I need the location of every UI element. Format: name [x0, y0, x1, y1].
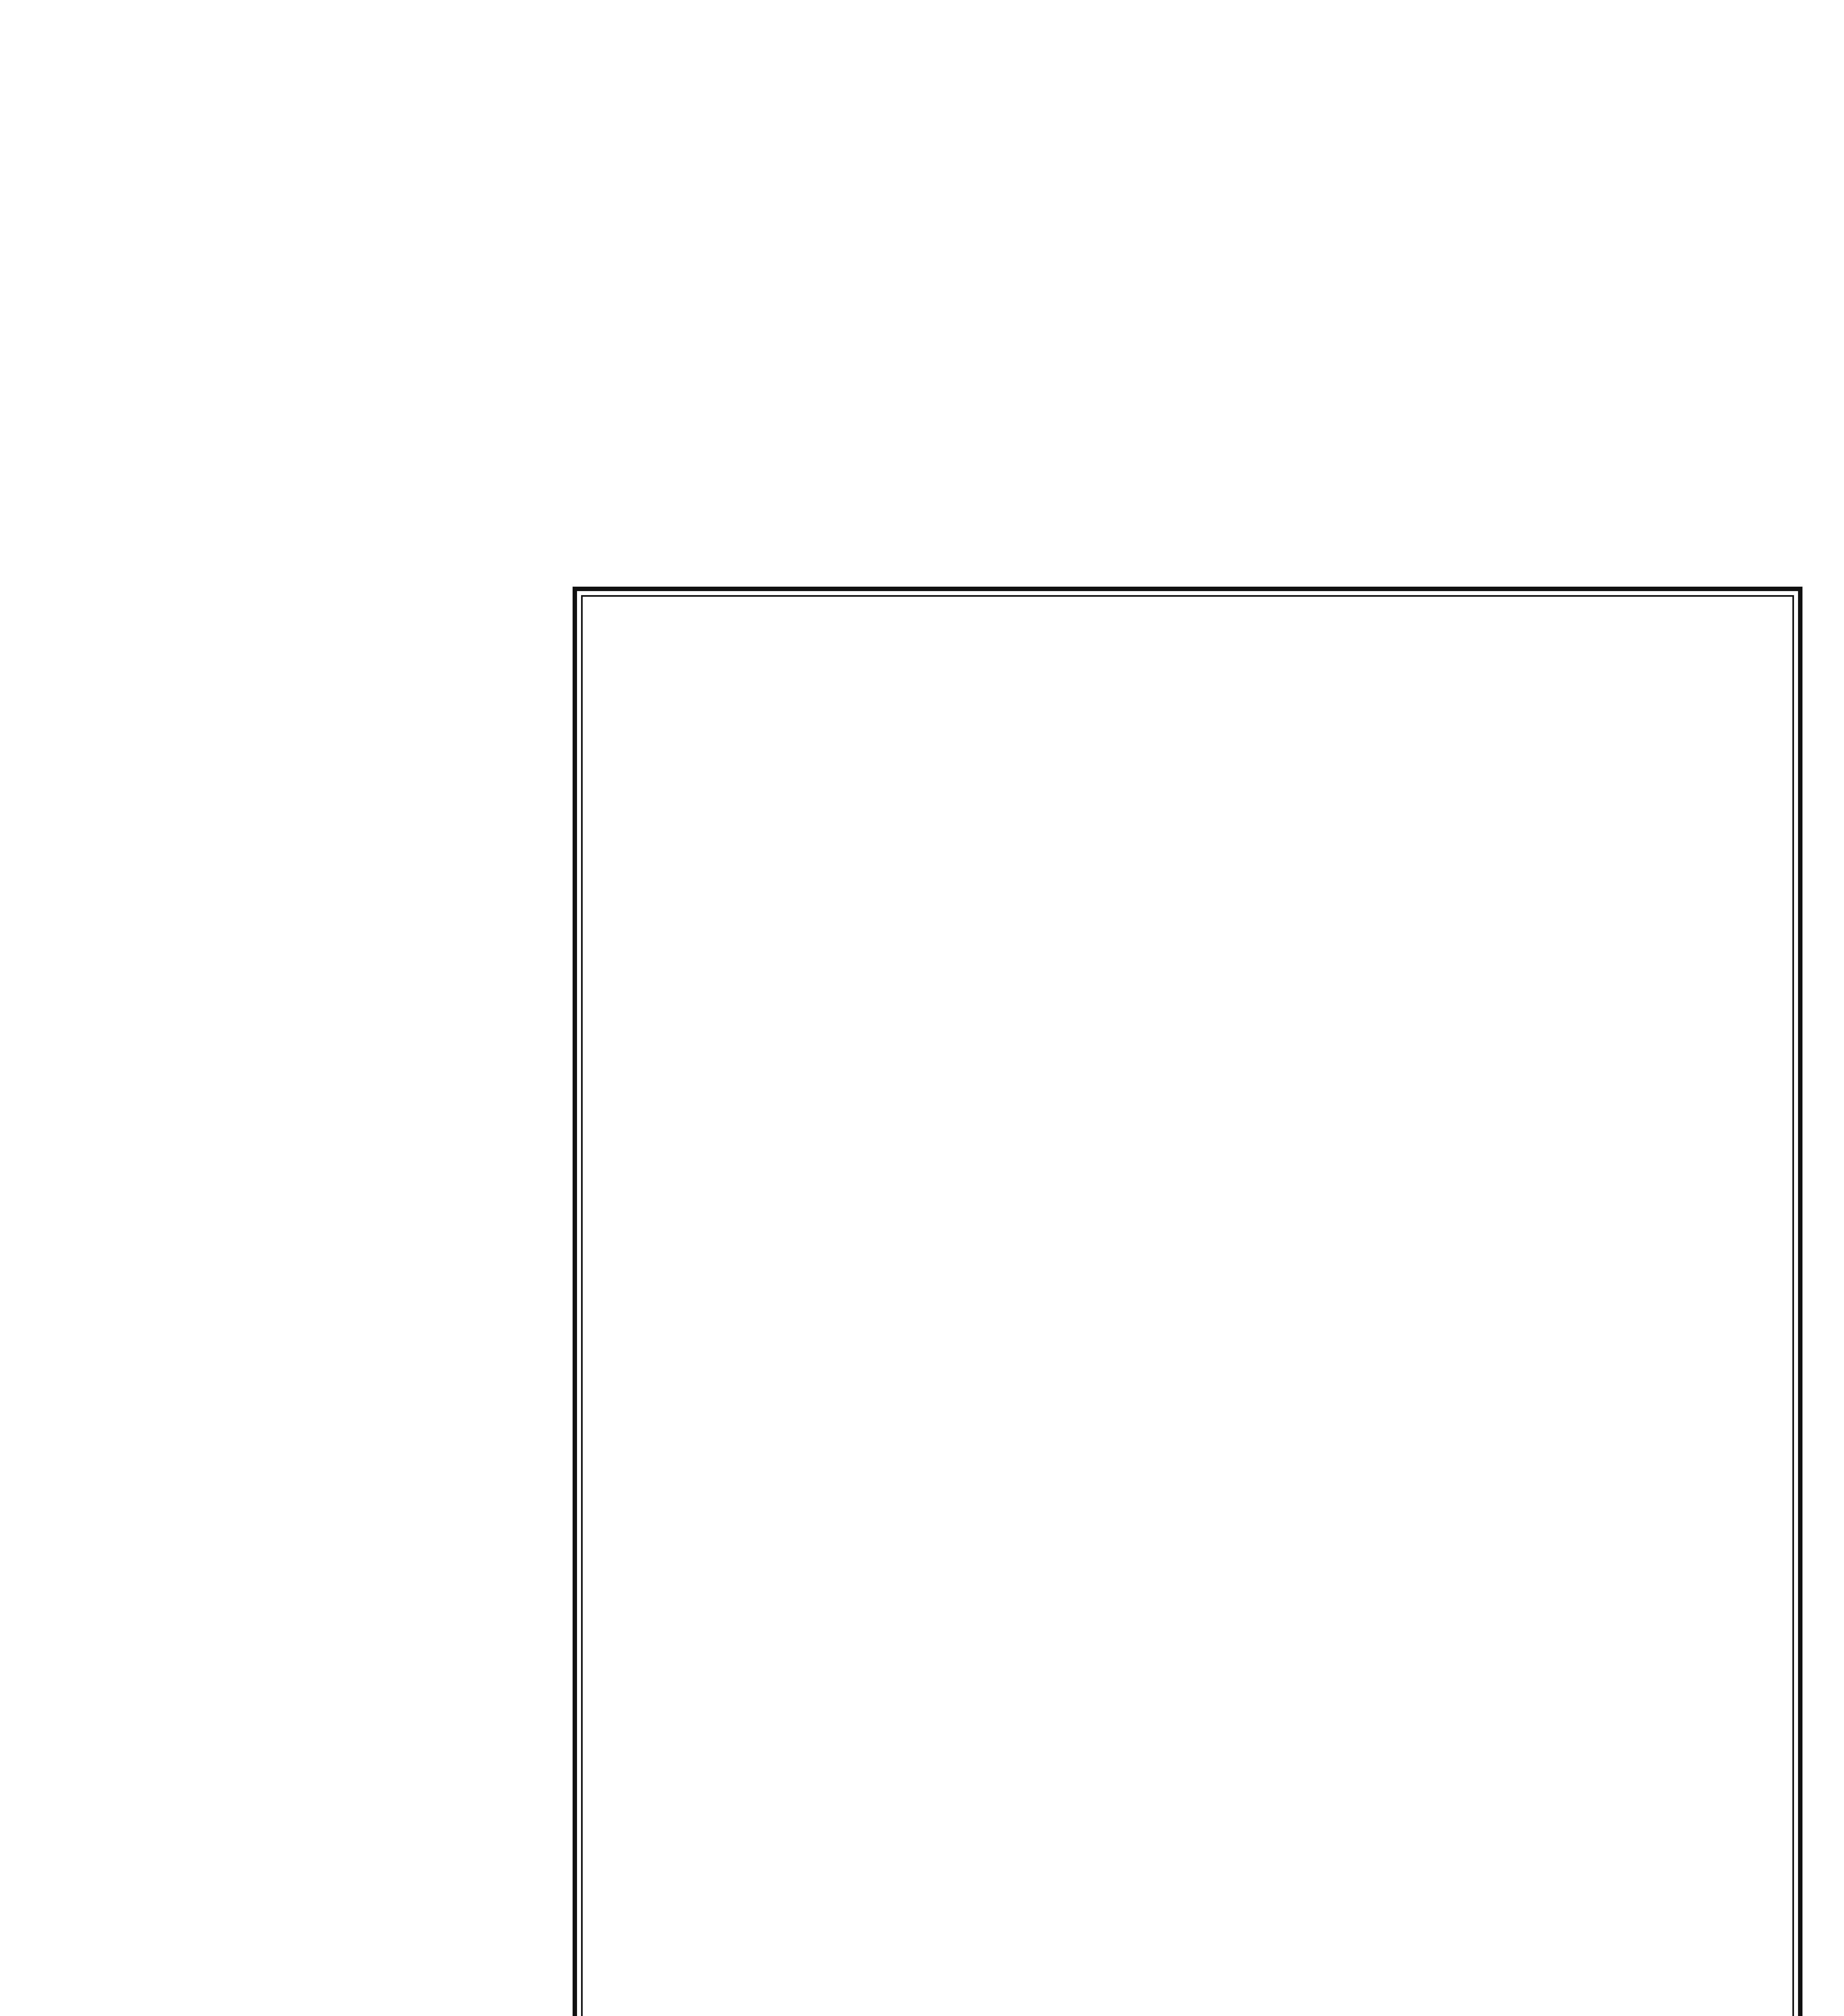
- sidebar-commentary: [101, 587, 552, 2016]
- framed-commentary-box: [573, 587, 1802, 2016]
